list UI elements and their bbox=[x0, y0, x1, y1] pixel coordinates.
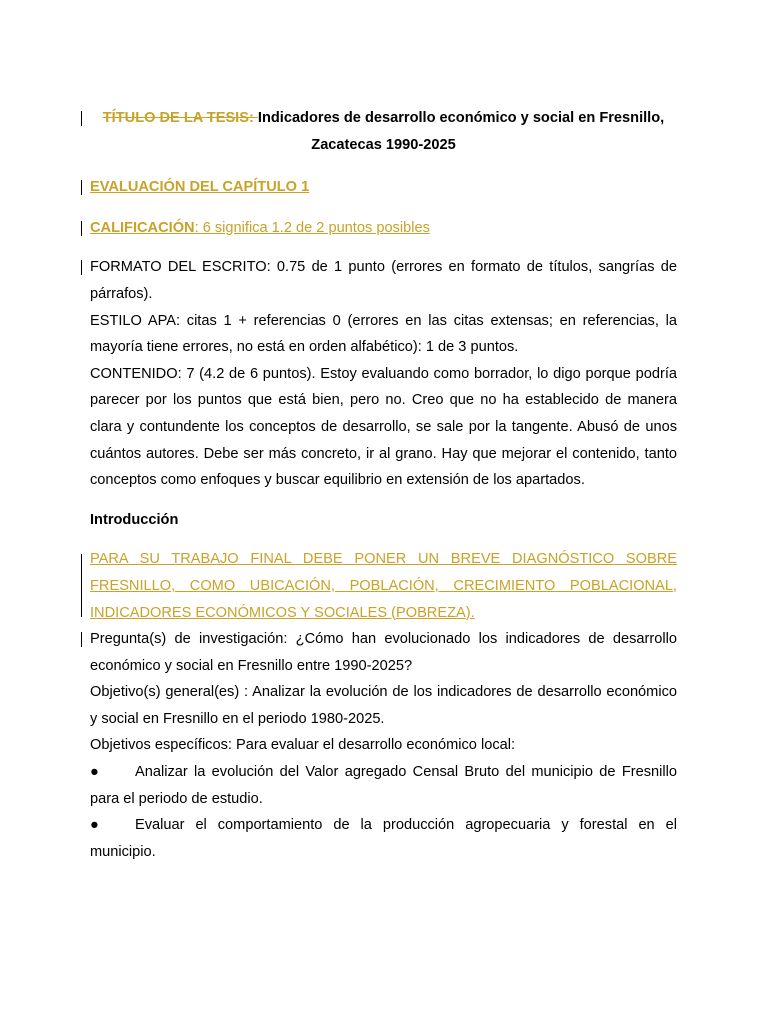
document-page bbox=[90, 105, 677, 865]
general-objective: Objetivo(s) general(es) : Analizar la evolución de los indicadores de desarrollo económico y social en Fresnillo en el periodo 1980-2025. bbox=[90, 684, 677, 727]
change-bar bbox=[81, 180, 82, 195]
bullet-text-continued: municipio. bbox=[90, 843, 156, 860]
bullet-marker: ● bbox=[90, 817, 99, 834]
bullet-item bbox=[90, 759, 677, 812]
thesis-title-line2: Zacatecas 1990-2025 bbox=[311, 136, 456, 153]
feedback-contenido: CONTENIDO: 7 (4.2 de 6 puntos). Estoy evaluando como borrador, lo digo porque podría parecer por los puntos que está bien, pero no. Creo que no ha establecido de manera clara y contundente los conceptos de desarrollo, se sale por la tangente. Abusó de unos cuántos autores. Debe ser más concreto, ir al grano. Hay que mejorar el contenido, tanto conceptos como enfoques y buscar equilibrio en extensión de los apartados. bbox=[90, 365, 677, 489]
thesis-title-line1: Indicadores de desarrollo económico y social en Fresnillo, bbox=[257, 110, 665, 126]
instruction-text: PARA SU TRABAJO FINAL DEBE PONER UN BREVE DIAGNÓSTICO SOBRE FRESNILLO, COMO UBICACIÓN, POBLACIÓN, CRECIMIENTO POBLACIONAL, INDICADORES ECONÓMICOS Y SOCIALES (POBREZA). bbox=[90, 551, 677, 621]
feedback-formato: FORMATO DEL ESCRITO: 0.75 de 1 punto (errores en formato de títulos, sangrías de párrafos). bbox=[90, 259, 677, 302]
feedback-block bbox=[90, 254, 677, 493]
change-bar bbox=[81, 554, 82, 617]
grade-value: : 6 significa 1.2 de 2 puntos posibles bbox=[194, 219, 430, 236]
title-block bbox=[90, 105, 677, 158]
specific-objectives-intro: Objetivos específicos: Para evaluar el desarrollo económico local: bbox=[90, 737, 516, 754]
feedback-estilo: ESTILO APA: citas 1 + referencias 0 (errores en las citas extensas; en referencias, la mayoría tiene errores, no está en orden alfabético): 1 de 3 puntos. bbox=[90, 312, 677, 356]
grade-label: CALIFICACIÓN bbox=[90, 219, 195, 236]
instruction-block bbox=[90, 546, 677, 626]
deleted-title-label: TÍTULO DE LA TESIS: bbox=[102, 110, 258, 126]
change-bar bbox=[81, 260, 82, 275]
evaluation-heading: EVALUACIÓN DEL CAPÍTULO 1 bbox=[90, 179, 310, 196]
research-block bbox=[90, 626, 677, 865]
research-question: Pregunta(s) de investigación: ¿Cómo han evolucionado los indicadores de desarrollo económico y social en Fresnillo entre 1990-2025? bbox=[90, 631, 677, 674]
bullet-item bbox=[90, 812, 677, 865]
evaluation-heading-block bbox=[90, 174, 677, 201]
bullet-text-continued: para el periodo de estudio. bbox=[90, 790, 263, 807]
change-bar bbox=[81, 111, 82, 126]
bullet-text: Evaluar el comportamiento de la producción agropecuaria y forestal en el bbox=[135, 817, 677, 834]
thesis-title bbox=[90, 105, 677, 158]
grade-block bbox=[90, 215, 677, 242]
change-bar bbox=[81, 221, 82, 236]
intro-heading: Introducción bbox=[90, 511, 179, 528]
bullet-marker: ● bbox=[90, 764, 99, 781]
grade-line bbox=[90, 215, 677, 242]
change-bar bbox=[81, 632, 82, 647]
bullet-text: Analizar la evolución del Valor agregado Censal Bruto del municipio de Fresnillo bbox=[135, 764, 677, 781]
